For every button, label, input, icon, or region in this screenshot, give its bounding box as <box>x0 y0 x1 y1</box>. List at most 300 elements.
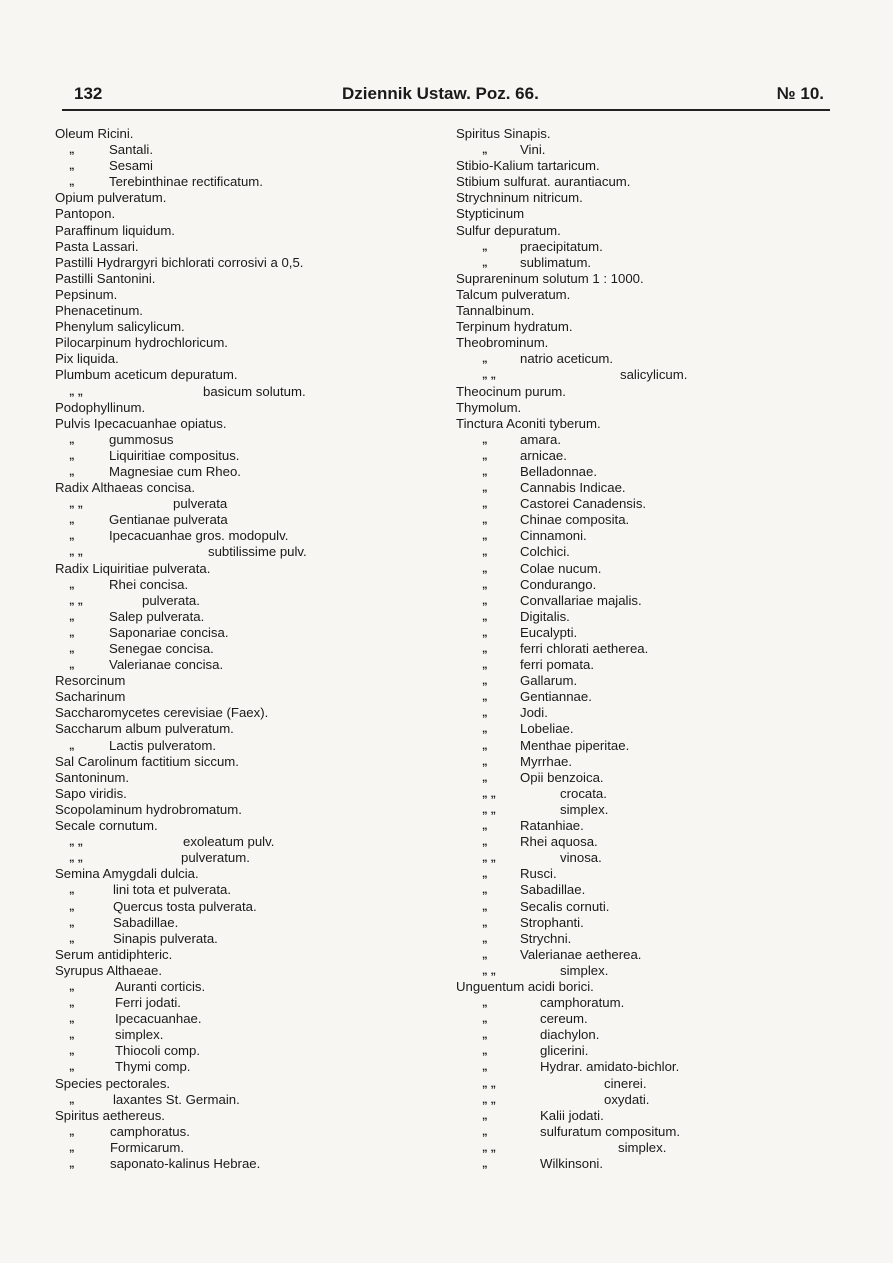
ditto-mark: „ <box>69 1125 75 1138</box>
ditto-mark: „ <box>482 449 488 462</box>
ditto-mark: „ <box>482 1045 488 1058</box>
ditto-mark: „ <box>482 514 488 527</box>
entry-line <box>456 721 836 737</box>
ditto-mark: „ <box>69 514 75 527</box>
entry-line <box>55 174 435 190</box>
ditto-mark: „ <box>69 1093 75 1106</box>
entry-text: Suprareninum solutum 1 : 1000. <box>456 270 644 286</box>
ditto-mark: „ <box>69 610 75 623</box>
entry-text: subtilissime pulv. <box>208 544 307 560</box>
entry-text: Pulvis Ipecacuanhae opiatus. <box>55 415 227 431</box>
entry-line <box>456 899 836 915</box>
journal-title: Dziennik Ustaw. Poz. 66. <box>342 84 539 103</box>
entry-text: Stibio-Kalium tartaricum. <box>456 158 600 174</box>
entry-line <box>456 174 836 190</box>
entry-text: Pastilli Hydrargyri bichlorati corrosivi a 0,5. <box>55 254 304 270</box>
entry-text: Sapo viridis. <box>55 785 127 801</box>
entry-line <box>55 721 435 737</box>
ditto-mark: „ <box>482 820 488 833</box>
right-column <box>456 126 836 1172</box>
entry-text: natrio aceticum. <box>520 351 614 367</box>
entry-line <box>456 770 836 786</box>
ditto-mark: „ <box>69 465 75 478</box>
entry-line <box>55 448 435 464</box>
entry-line <box>55 367 435 383</box>
entry-text: Plumbum aceticum depuratum. <box>55 367 238 383</box>
entry-text: lini tota et pulverata. <box>113 882 232 898</box>
entry-text: Theocinum purum. <box>456 383 566 399</box>
entry-line <box>456 641 836 657</box>
ditto-mark: „ „ <box>482 369 497 382</box>
entry-line <box>456 303 836 319</box>
entry-text: diachylon. <box>540 1027 600 1043</box>
entry-text: Lactis pulveratom. <box>109 737 217 753</box>
entry-line <box>55 158 435 174</box>
entry-line <box>55 287 435 303</box>
entry-text: praecipitatum. <box>520 238 603 254</box>
entry-line <box>55 963 435 979</box>
ditto-mark: „ <box>69 1141 75 1154</box>
entry-line <box>55 705 435 721</box>
ditto-mark: „ <box>482 530 488 543</box>
entry-text: Sulfur depuratum. <box>456 222 561 238</box>
entry-text: amara. <box>520 431 562 447</box>
ditto-mark: „ <box>482 836 488 849</box>
ditto-mark: „ <box>482 691 488 704</box>
entry-text: Cinnamoni. <box>520 528 587 544</box>
entry-text: Quercus tosta pulverata. <box>113 898 257 914</box>
entry-text: pulverata <box>173 496 228 512</box>
entry-text: Pantopon. <box>55 206 116 222</box>
entry-line <box>55 335 435 351</box>
ditto-mark: „ „ <box>482 1093 497 1106</box>
ditto-mark: „ <box>482 659 488 672</box>
ditto-mark: „ <box>482 144 488 157</box>
entry-text: Salep pulverata. <box>109 608 205 624</box>
entry-line <box>55 432 435 448</box>
entry-line <box>456 158 836 174</box>
entry-text: Ipecacuanhae. <box>115 1011 202 1027</box>
entry-text: Stypticinum <box>456 206 525 222</box>
entry-line <box>456 223 836 239</box>
entry-line <box>456 351 836 367</box>
entry-line <box>55 947 435 963</box>
ditto-mark: „ <box>69 176 75 189</box>
ditto-mark: „ <box>69 980 75 993</box>
entry-text: Thymolum. <box>456 399 522 415</box>
entry-line <box>55 979 435 995</box>
entry-line <box>456 834 836 850</box>
entry-line <box>55 738 435 754</box>
ditto-mark: „ <box>69 643 75 655</box>
ditto-mark: „ <box>482 884 488 897</box>
entry-text: camphoratus. <box>110 1123 190 1139</box>
entry-line <box>456 738 836 754</box>
entry-line <box>456 850 836 866</box>
entry-text: Syrupus Althaeae. <box>55 962 163 978</box>
entry-text: Sesami <box>109 158 153 174</box>
entry-line <box>456 142 836 158</box>
entry-text: Gallarum. <box>520 673 578 689</box>
entry-text: Hydrar. amidato-bichlor. <box>540 1059 680 1075</box>
entry-text: Castorei Canadensis. <box>520 496 647 512</box>
entry-line <box>456 1059 836 1075</box>
entry-text: Kalii jodati. <box>540 1107 604 1123</box>
entry-text: Unguentum acidi borici. <box>456 978 594 994</box>
entry-text: Pepsinum. <box>55 286 118 302</box>
entry-text: Sacharinum <box>55 689 126 705</box>
entry-line <box>55 303 435 319</box>
entry-line <box>456 1011 836 1027</box>
ditto-mark: „ <box>482 433 488 446</box>
entry-text: Valerianae concisa. <box>109 657 224 673</box>
ditto-mark: „ <box>482 948 488 961</box>
entry-line <box>55 770 435 786</box>
entry-line <box>456 754 836 770</box>
entry-text: Pix liquida. <box>55 351 119 367</box>
entry-text: Spiritus aethereus. <box>55 1107 165 1123</box>
entry-line <box>456 384 836 400</box>
entry-text: Saponariae concisa. <box>109 624 229 640</box>
entry-text: Tannalbinum. <box>456 303 535 319</box>
entry-line <box>456 963 836 979</box>
entry-text: Serum antidiphteric. <box>55 946 173 962</box>
ditto-mark: „ <box>482 1029 488 1042</box>
entry-line <box>55 528 435 544</box>
ditto-mark: „ <box>482 755 488 768</box>
entry-text: exoleatum pulv. <box>183 834 275 850</box>
ditto-mark: „ <box>482 610 488 623</box>
entry-text: pulverata. <box>142 592 200 608</box>
entry-line <box>456 239 836 255</box>
ditto-mark: „ „ <box>69 594 84 607</box>
entry-text: Magnesiae cum Rheo. <box>109 463 241 479</box>
ditto-mark: „ <box>69 1045 75 1058</box>
entry-text: Wilkinsoni. <box>540 1156 604 1171</box>
entry-text: Menthae piperitae. <box>520 737 630 753</box>
entry-line <box>55 1140 435 1156</box>
entry-line <box>456 448 836 464</box>
entry-line <box>456 1156 836 1172</box>
entry-text: Jodi. <box>520 705 548 721</box>
entry-text: pulveratum. <box>181 850 250 866</box>
ditto-mark: „ <box>69 1013 75 1026</box>
ditto-mark: „ <box>482 562 488 575</box>
entry-text: simplex. <box>560 962 609 978</box>
entry-text: gummosus <box>109 431 174 447</box>
ditto-mark: „ <box>482 1013 488 1026</box>
ditto-mark: „ <box>69 449 75 462</box>
entry-text: arnicae. <box>520 447 567 463</box>
ditto-mark: „ <box>482 916 488 929</box>
ditto-mark: „ <box>482 256 488 269</box>
entry-line <box>55 850 435 866</box>
entry-text: Radix Althaeas concisa. <box>55 480 196 496</box>
ditto-mark: „ <box>69 1158 75 1170</box>
entry-line <box>456 496 836 512</box>
entry-text: Secalis cornuti. <box>520 898 610 914</box>
entry-text: crocata. <box>560 785 607 801</box>
entry-line <box>55 223 435 239</box>
entry-line <box>55 802 435 818</box>
ditto-mark: „ <box>482 546 488 559</box>
entry-line <box>55 786 435 802</box>
entry-line <box>55 577 435 593</box>
entry-line <box>55 239 435 255</box>
ditto-mark: „ <box>482 739 488 752</box>
entry-line <box>456 609 836 625</box>
entry-line <box>55 593 435 609</box>
ditto-mark: „ <box>482 1158 488 1170</box>
entry-line <box>55 544 435 560</box>
entry-line <box>55 142 435 158</box>
entry-text: Radix Liquiritiae pulverata. <box>55 560 211 576</box>
entry-text: Resorcinum <box>55 673 126 689</box>
entry-text: ferri chlorati aetherea. <box>520 641 649 656</box>
entry-text: Rhei concisa. <box>109 576 189 592</box>
entry-line <box>55 641 435 657</box>
entry-line <box>456 287 836 303</box>
entry-text: Senegae concisa. <box>109 641 214 656</box>
entry-line <box>55 384 435 400</box>
entry-line <box>456 512 836 528</box>
entry-text: Pasta Lassari. <box>55 238 139 254</box>
ditto-mark: „ <box>482 626 488 639</box>
entry-text: Cannabis Indicae. <box>520 480 626 496</box>
entry-line <box>456 544 836 560</box>
entry-line <box>456 1076 836 1092</box>
entry-line <box>456 625 836 641</box>
entry-text: Sal Carolinum factitium siccum. <box>55 753 239 769</box>
entry-line <box>55 1092 435 1108</box>
ditto-mark: „ <box>482 498 488 511</box>
entry-line <box>55 818 435 834</box>
entry-text: Phenylum salicylicum. <box>55 319 185 335</box>
entry-line <box>456 416 836 432</box>
ditto-mark: „ <box>482 932 488 945</box>
entry-text: Strophanti. <box>520 914 584 930</box>
entry-line <box>456 673 836 689</box>
entry-line <box>456 528 836 544</box>
ditto-mark: „ <box>482 900 488 913</box>
entry-line <box>456 561 836 577</box>
entry-line <box>456 1043 836 1059</box>
entry-line <box>55 400 435 416</box>
entry-text: basicum solutum. <box>203 383 306 399</box>
entry-line <box>456 432 836 448</box>
entry-line <box>55 1059 435 1075</box>
entry-text: saponato-kalinus Hebrae. <box>110 1156 261 1171</box>
ditto-mark: „ <box>69 144 75 157</box>
entry-text: Ferri jodati. <box>115 995 181 1011</box>
entry-line <box>456 1140 836 1156</box>
entry-text: simplex. <box>560 801 609 817</box>
entry-line <box>456 866 836 882</box>
entry-text: Species pectorales. <box>55 1075 171 1091</box>
entry-text: Strychni. <box>520 930 572 946</box>
entry-line <box>456 657 836 673</box>
entry-line <box>55 319 435 335</box>
entry-line <box>456 271 836 287</box>
ditto-mark: „ <box>69 900 75 913</box>
entry-line <box>456 818 836 834</box>
entry-line <box>456 1108 836 1124</box>
ditto-mark: „ <box>69 932 75 945</box>
ditto-mark: „ „ <box>69 836 84 849</box>
ditto-mark: „ <box>482 578 488 591</box>
entry-text: Thymi comp. <box>115 1059 191 1075</box>
header-rule <box>62 109 830 111</box>
ditto-mark: „ <box>482 707 488 720</box>
entry-line <box>456 190 836 206</box>
ditto-mark: „ „ <box>482 852 497 865</box>
entry-text: Podophyllinum. <box>55 399 146 415</box>
entry-text: Opium pulveratum. <box>55 190 167 206</box>
ditto-mark: „ „ <box>482 803 497 816</box>
entry-line <box>55 480 435 496</box>
entry-text: Paraffinum liquidum. <box>55 222 175 238</box>
entry-line <box>456 464 836 480</box>
entry-text: Santali. <box>109 142 153 158</box>
issue-number: № 10. <box>776 84 824 103</box>
entry-line <box>456 400 836 416</box>
entry-line <box>55 1043 435 1059</box>
entry-text: simplex. <box>115 1027 164 1043</box>
entry-line <box>55 625 435 641</box>
ditto-mark: „ <box>69 739 75 752</box>
entry-text: Saccharomycetes cerevisiae (Faex). <box>55 705 269 721</box>
entry-line <box>55 882 435 898</box>
entry-text: Stibium sulfurat. aurantiacum. <box>456 174 631 190</box>
entry-line <box>55 899 435 915</box>
ditto-mark: „ <box>482 1061 488 1074</box>
entry-text: Strychninum nitricum. <box>456 190 583 206</box>
ditto-mark: „ <box>482 482 488 495</box>
entry-line <box>456 1092 836 1108</box>
entry-text: Colae nucum. <box>520 560 602 576</box>
ditto-mark: „ <box>69 530 75 543</box>
entry-text: Ipecacuanhae gros. modopulv. <box>109 528 289 544</box>
entry-line <box>55 834 435 850</box>
entry-line <box>456 882 836 898</box>
entry-line <box>55 995 435 1011</box>
entry-text: Santoninum. <box>55 769 130 785</box>
ditto-mark: „ <box>482 594 488 607</box>
entry-text: sulfuratum compositum. <box>540 1123 680 1139</box>
entry-line <box>55 464 435 480</box>
entry-text: Theobrominum. <box>456 335 549 351</box>
entry-line <box>456 593 836 609</box>
entry-text: Rhei aquosa. <box>520 834 598 850</box>
entry-line <box>55 190 435 206</box>
entry-text: Rusci. <box>520 866 557 882</box>
entry-text: Convallariae majalis. <box>520 592 642 608</box>
entry-text: Gentiannae. <box>520 689 592 705</box>
entry-text: Formicarum. <box>110 1139 184 1155</box>
entry-line <box>55 915 435 931</box>
entry-line <box>456 126 836 142</box>
entry-line <box>456 802 836 818</box>
entry-line <box>456 786 836 802</box>
ditto-mark: „ <box>482 1109 488 1122</box>
entry-text: Secale cornutum. <box>55 818 158 834</box>
entry-line <box>456 1027 836 1043</box>
entry-text: vinosa. <box>560 850 602 866</box>
entry-text: laxantes St. Germain. <box>113 1091 240 1107</box>
entry-line <box>55 689 435 705</box>
entry-line <box>456 335 836 351</box>
entry-text: oxydati. <box>604 1091 650 1107</box>
entry-text: Auranti corticis. <box>115 978 206 994</box>
entry-line <box>55 512 435 528</box>
entry-line <box>55 126 435 142</box>
entry-text: cereum. <box>540 1011 588 1027</box>
entry-line <box>55 609 435 625</box>
ditto-mark: „ <box>482 771 488 784</box>
entry-text: Pastilli Santonini. <box>55 270 156 286</box>
entry-line <box>456 979 836 995</box>
entry-line <box>55 271 435 287</box>
entry-text: salicylicum. <box>620 367 688 383</box>
entry-line <box>55 416 435 432</box>
entry-text: Opii benzoica. <box>520 769 604 785</box>
entry-line <box>55 1108 435 1124</box>
entry-text: cinerei. <box>604 1075 647 1091</box>
entry-line <box>55 657 435 673</box>
entry-text: Phenacetinum. <box>55 303 143 319</box>
entry-text: Sabadillae. <box>113 914 179 930</box>
ditto-mark: „ <box>69 1061 75 1074</box>
entry-text: Belladonnae. <box>520 463 597 479</box>
ditto-mark: „ <box>69 997 75 1010</box>
entry-line <box>55 351 435 367</box>
entry-text: simplex. <box>618 1139 667 1155</box>
entry-line <box>456 931 836 947</box>
ditto-mark: „ „ <box>69 385 84 398</box>
entry-text: glicerini. <box>540 1043 589 1059</box>
ditto-mark: „ „ <box>482 787 497 800</box>
entry-text: Ratanhiae. <box>520 818 584 834</box>
ditto-mark: „ <box>482 353 488 366</box>
entry-line <box>456 255 836 271</box>
entry-line <box>55 866 435 882</box>
entry-text: sublimatum. <box>520 254 592 270</box>
entry-line <box>55 1011 435 1027</box>
entry-text: Digitalis. <box>520 608 570 624</box>
entry-text: Eucalypti. <box>520 624 578 640</box>
page-header <box>68 84 828 108</box>
entry-line <box>456 367 836 383</box>
entry-line <box>55 754 435 770</box>
entry-text: Pilocarpinum hydrochloricum. <box>55 335 228 351</box>
ditto-mark: „ <box>69 578 75 591</box>
entry-line <box>55 1156 435 1172</box>
entry-line <box>456 689 836 705</box>
entry-text: Thiocoli comp. <box>115 1043 201 1059</box>
entry-text: Sabadillae. <box>520 882 586 898</box>
entry-text: Oleum Ricini. <box>55 126 134 141</box>
ditto-mark: „ „ <box>482 1077 497 1090</box>
entry-line <box>55 673 435 689</box>
entry-text: Chinae composita. <box>520 512 630 528</box>
ditto-mark: „ <box>69 626 75 639</box>
ditto-mark: „ <box>69 433 75 446</box>
entry-text: Saccharum album pulveratum. <box>55 721 234 737</box>
entry-text: Myrrhae. <box>520 753 573 769</box>
entry-text: Vini. <box>520 142 546 158</box>
entry-line <box>55 206 435 222</box>
entry-text: camphoratum. <box>540 995 625 1011</box>
